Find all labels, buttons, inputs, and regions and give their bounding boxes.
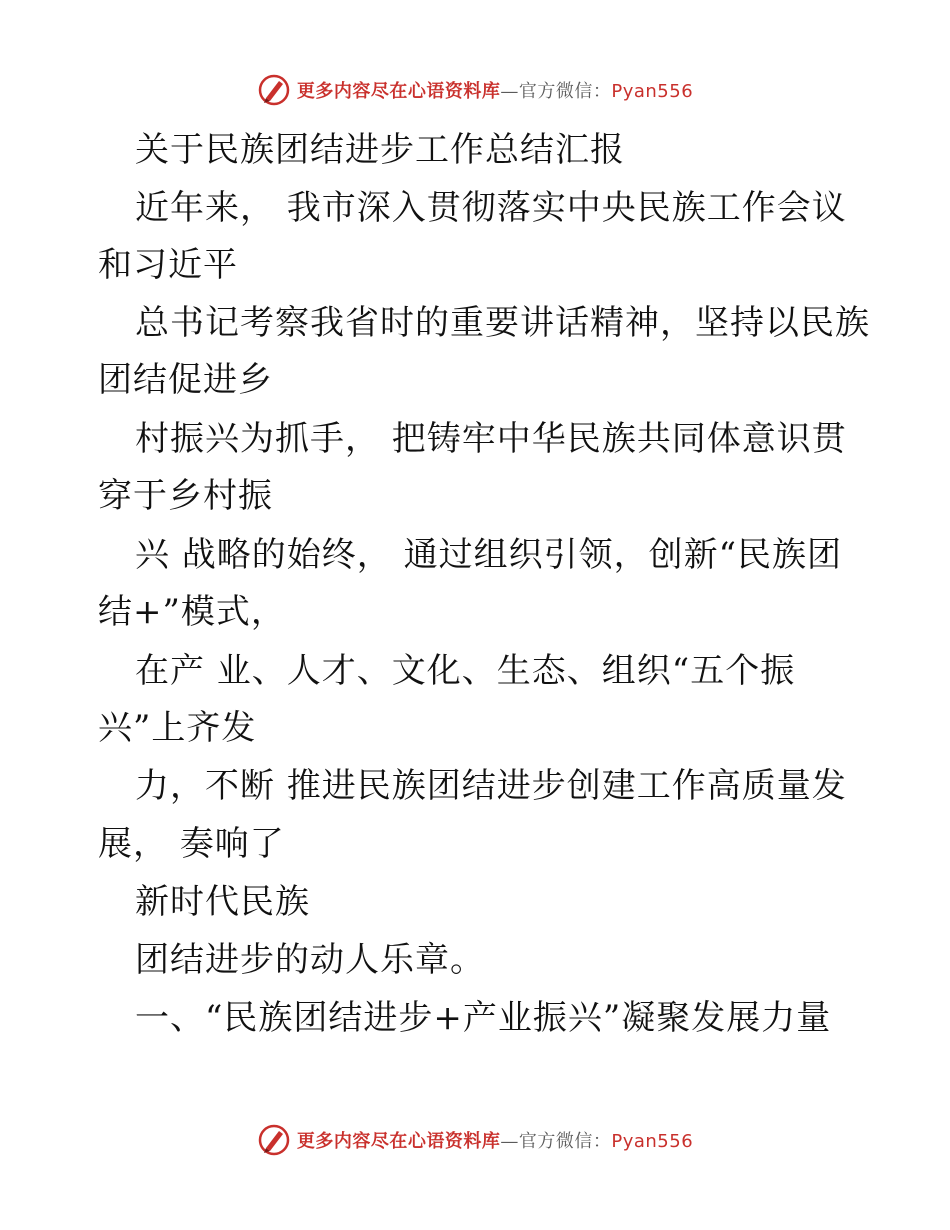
- header-dash: —: [500, 81, 519, 102]
- paragraph-line: 村振兴为抓手， 把铸牢中华民族共同体意识贯: [135, 419, 847, 459]
- paragraph-line: 力，不断 推进民族团结进步创建工作高质量发: [135, 766, 847, 806]
- footer-main-text: 更多内容尽在心语资料库: [296, 1131, 501, 1152]
- paragraph-line: 新时代民族: [135, 882, 310, 922]
- header-sub-text: 官方微信：: [518, 81, 612, 102]
- paragraph-line: 在产 业、人才、文化、生态、组织“五个振: [135, 651, 796, 691]
- footer-text: [297, 1127, 693, 1153]
- pen-logo-icon: [257, 1123, 291, 1157]
- footer-sub-text: 官方微信：: [518, 1131, 612, 1152]
- paragraph-line: 展， 奏响了: [98, 824, 285, 864]
- paragraph-line: 近年来， 我市深入贯彻落实中央民族工作会议: [135, 188, 847, 228]
- header-watermark: [0, 70, 950, 110]
- section-heading: 一、“民族团结进步+产业振兴”凝聚发展力量: [135, 998, 832, 1038]
- paragraph-line: 兴 战略的始终， 通过组织引领，创新“民族团: [135, 535, 842, 575]
- paragraph-line: 和习近平: [98, 245, 238, 285]
- paragraph-line: 穿于乡村振: [98, 476, 273, 516]
- paragraph-line: 团结进步的动人乐章。: [135, 940, 485, 980]
- footer-dash: —: [500, 1131, 519, 1152]
- paragraph-line: 结+”模式，: [98, 592, 286, 632]
- pen-logo-icon: [257, 73, 291, 107]
- paragraph-line: 兴”上齐发: [98, 708, 257, 748]
- footer-wechat-id: Pyan556: [611, 1131, 694, 1152]
- paragraph-line: 团结促进乡: [98, 360, 273, 400]
- footer-watermark: [0, 1120, 950, 1160]
- header-text: [297, 77, 693, 103]
- document-title: 关于民族团结进步工作总结汇报: [135, 130, 625, 170]
- paragraph-line: 总书记考察我省时的重要讲话精神，坚持以民族: [135, 303, 870, 343]
- header-main-text: 更多内容尽在心语资料库: [296, 81, 501, 102]
- header-wechat-id: Pyan556: [611, 81, 694, 102]
